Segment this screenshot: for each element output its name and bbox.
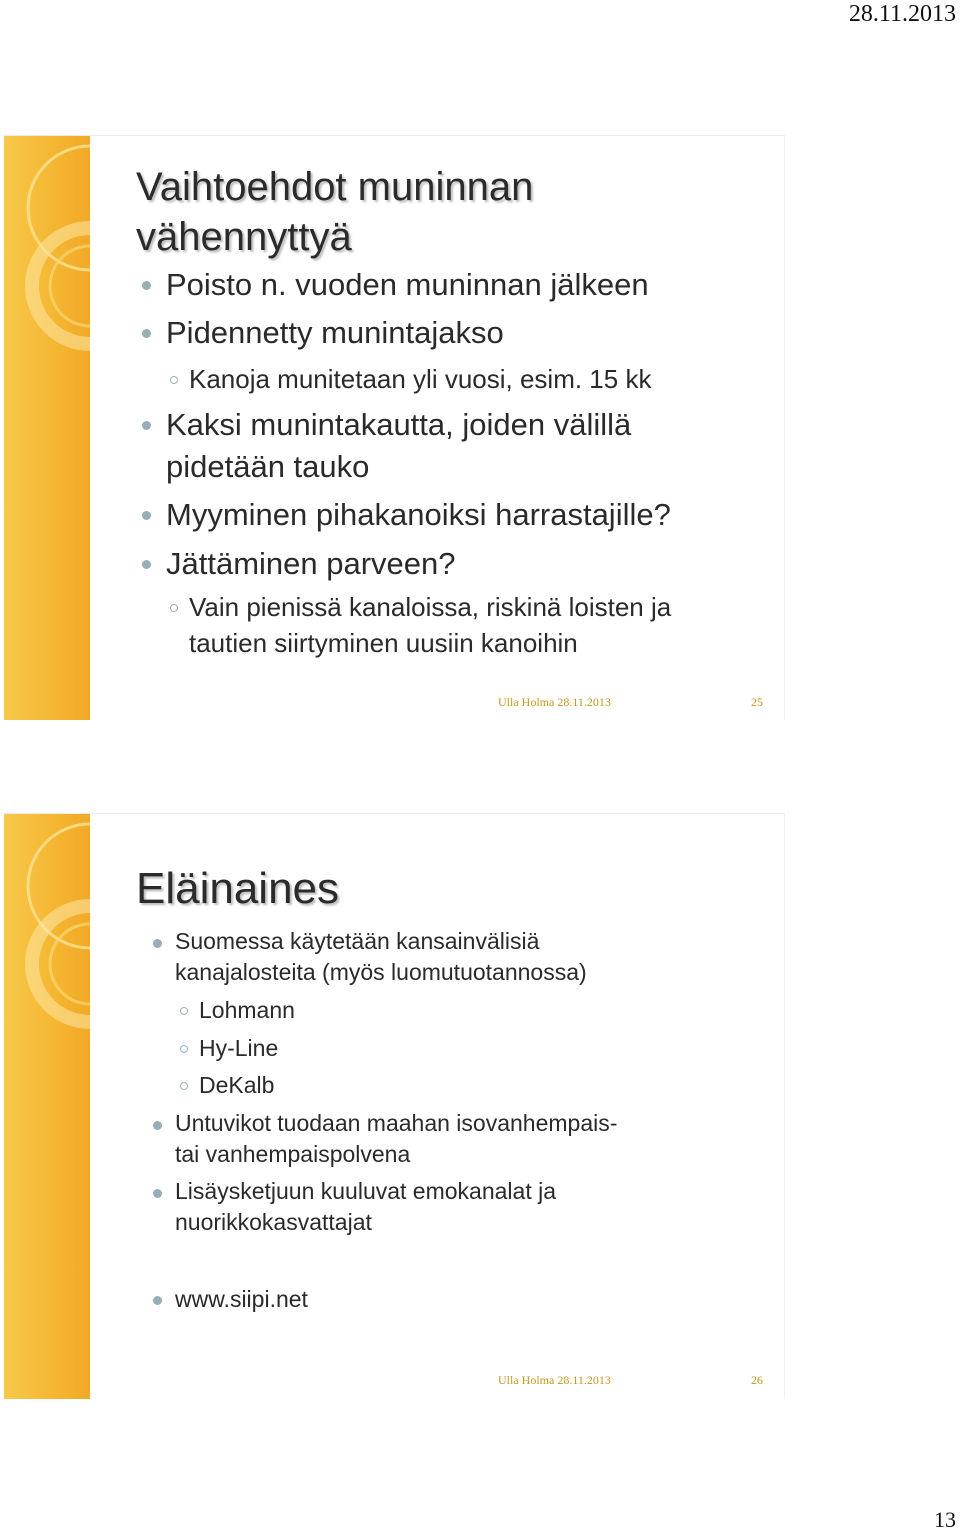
accent-bar bbox=[4, 814, 90, 1399]
slide-footer: Ulla Holma 28.11.2013 bbox=[498, 1373, 611, 1387]
list-item: Myyminen pihakanoiksi harrastajille? bbox=[166, 497, 671, 532]
slide-number: 26 bbox=[751, 1373, 763, 1387]
accent-bar bbox=[4, 136, 90, 720]
slide-title: Eläinaines bbox=[136, 864, 340, 913]
sub-bullet-icon bbox=[180, 1082, 188, 1090]
bullet-icon bbox=[142, 421, 151, 430]
slide-title: Vaihtoehdot muninnan vähennyttyä bbox=[136, 165, 534, 259]
sub-bullet-icon bbox=[180, 1045, 188, 1053]
sub-bullet-icon bbox=[170, 376, 178, 384]
bullet-icon bbox=[153, 1296, 162, 1305]
page-date: 28.11.2013 bbox=[848, 1, 956, 27]
sub-bullet-icon bbox=[180, 1007, 188, 1015]
list-subitem: Vain pienissä kanaloissa, riskinä loisten ja tautien siirtyminen uusiin kanoihin bbox=[189, 592, 672, 658]
list-subitem: Kanoja munitetaan yli vuosi, esim. 15 kk bbox=[189, 364, 652, 394]
list-subitem: Hy-Line bbox=[199, 1035, 279, 1061]
circle-ornament-icon bbox=[4, 814, 90, 1399]
slide-26 bbox=[4, 813, 785, 1399]
slide-number: 25 bbox=[751, 695, 763, 709]
bullet-icon bbox=[142, 281, 151, 290]
slide-footer: Ulla Holma 28.11.2013 bbox=[498, 695, 611, 709]
link-item[interactable]: www.siipi.net bbox=[175, 1286, 308, 1312]
bullet-icon bbox=[142, 329, 151, 338]
sub-bullet-icon bbox=[170, 604, 178, 612]
list-subitem: DeKalb bbox=[199, 1072, 275, 1098]
list-subitem: Lohmann bbox=[199, 997, 295, 1023]
list-item: Jättäminen parveen? bbox=[166, 546, 456, 581]
list-item: Kaksi munintakautta, joiden välillä pidetään tauko bbox=[166, 407, 632, 484]
list-item: Untuvikot tuodaan maahan isovanhempais- tai vanhempaispolvena bbox=[175, 1110, 618, 1167]
list-item: Poisto n. vuoden muninnan jälkeen bbox=[166, 267, 649, 302]
bullet-icon bbox=[153, 1121, 162, 1130]
list-item: Lisäysketjuun kuuluvat emokanalat ja nuorikkokasvattajat bbox=[175, 1178, 557, 1235]
bullet-icon bbox=[153, 1189, 162, 1198]
bullet-icon bbox=[142, 511, 151, 520]
bullet-icon bbox=[142, 560, 151, 569]
list-item: Suomessa käytetään kansainvälisiä kanajalosteita (myös luomutuotannossa) bbox=[175, 928, 587, 985]
page-number: 13 bbox=[934, 1507, 956, 1532]
circle-ornament-icon bbox=[4, 136, 90, 720]
slide-25 bbox=[4, 135, 785, 720]
bullet-icon bbox=[153, 939, 162, 948]
list-item: Pidennetty munintajakso bbox=[166, 315, 504, 350]
